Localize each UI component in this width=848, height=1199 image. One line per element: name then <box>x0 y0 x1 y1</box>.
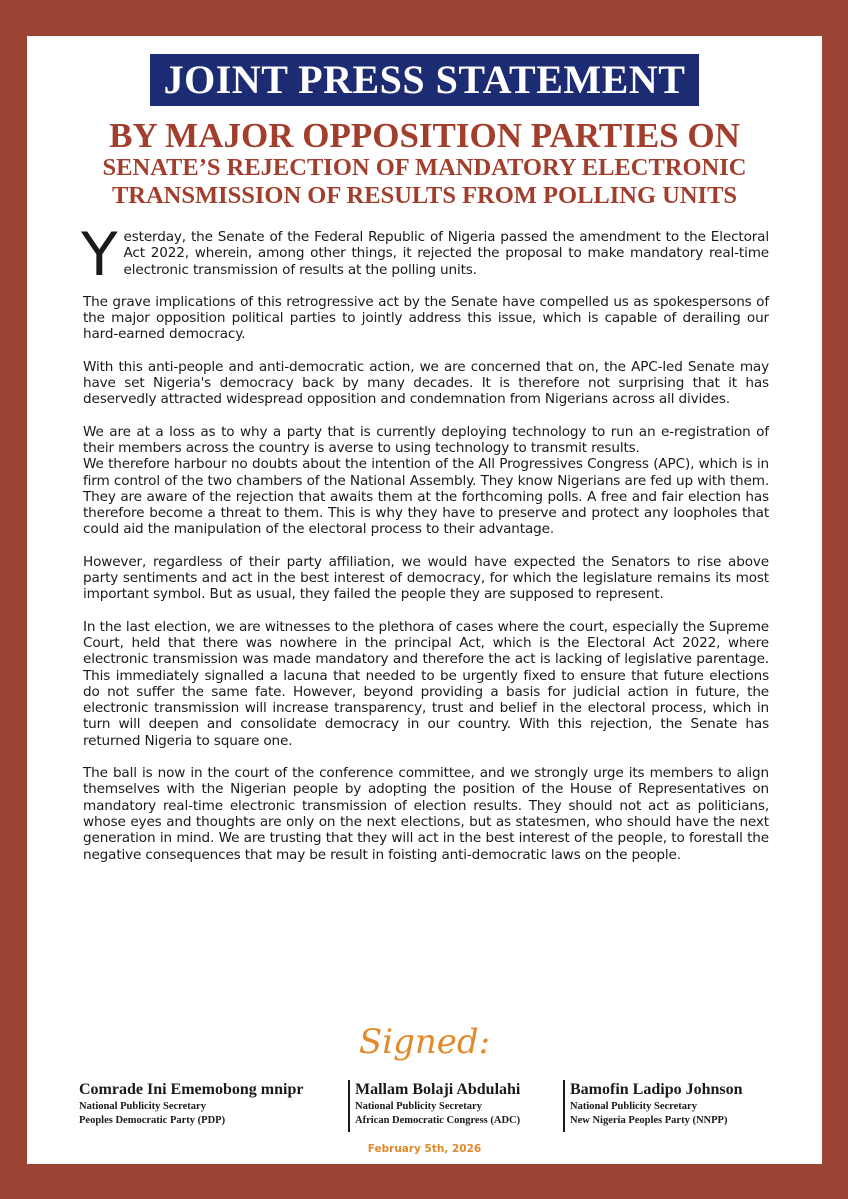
paragraph-3: With this anti-people and anti-democratic action, we are concerned that on, the APC-led Senate may have set Nigeria's democracy back by many decades. It is therefore not surprising that it has deservedly attracted widespread opposition and condemnation from Nigerians across all divides. <box>83 358 769 408</box>
signed-label: Signed: <box>358 1022 491 1062</box>
signatory-pdp <box>79 1080 303 1128</box>
headline-line3: TRANSMISSION OF RESULTS FROM POLLING UNITS <box>111 182 738 209</box>
paragraph-2: The grave implications of this retrogressive act by the Senate have compelled us as spokespersons of the major opposition political parties to jointly address this issue, which is capable of derailing our hard-earned democracy. <box>83 293 769 343</box>
headline-line1: BY MAJOR OPPOSITION PARTIES ON <box>109 116 740 155</box>
paragraph-1 <box>81 220 769 290</box>
press-statement-page <box>27 36 822 1164</box>
signatory-name: Mallam Bolaji Abdulahi <box>355 1081 521 1098</box>
banner-title: JOINT PRESS STATEMENT <box>150 54 700 106</box>
statement-date: February 5th, 2026 <box>367 1143 482 1155</box>
statement-body <box>81 220 769 879</box>
signatory-party: African Democratic Congress (ADC) <box>355 1115 521 1126</box>
paragraph-4b-text: We therefore harbour no doubts about the intention of the All Progressives Congress (APC), which is in firm control of the two chambers of the National Assembly. They know Nigerians are fed up with them. They are aware of the rejection that awaits them at the forthcoming polls. A free and fair election has therefore become a threat to them. This is why they have to preserve and protect any loopholes that could aid the manipulation of the electoral process to their advantage. <box>83 456 769 538</box>
signatory-role: National Publicity Secretary <box>79 1101 206 1112</box>
paragraph-4a-text: We are at a loss as to why a party that is currently deploying technology to run an e-registration of their members across the country is averse to using technology to transmit results. <box>83 423 769 456</box>
paragraph-6: In the last election, we are witnesses to the plethora of cases where the court, especially the Supreme Court, held that there was nowhere in the principal Act, which is the Electoral Act 2022, where electronic transmission was made mandatory and therefore the act is lacking of legislative parentage. This immediately signalled a lacuna that needed to be urgently fixed to ensure that future elections do not suffer the same fate. However, beyond providing a basis for judicial action in future, the electronic transmission will increase transparency, trust and belief in the electoral process, which in turn will deepen and consolidate democracy in our country. With this rejection, the Senate has returned Nigeria to square one. <box>83 618 769 749</box>
drop-cap: Y <box>81 220 118 290</box>
signatory-party: Peoples Democratic Party (PDP) <box>79 1115 226 1126</box>
headline-subtitle <box>27 154 822 210</box>
banner-wrap <box>27 54 822 106</box>
headline-line2: SENATE’S REJECTION OF MANDATORY ELECTRONIC <box>102 154 747 181</box>
paragraph-4 <box>83 424 769 538</box>
paragraph-5: However, regardless of their party affiliation, we would have expected the Senators to rise above party sentiments and act in the best interest of democracy, for which the legislature remains its most important symbol. But as usual, they failed the people they are supposed to represent. <box>83 553 769 603</box>
paragraph-1-text: esterday, the Senate of the Federal Republic of Nigeria passed the amendment to the Electoral Act 2022, wherein, among other things, it rejected the proposal to make mandatory real-time electronic transmission of results at the polling units. <box>123 229 769 278</box>
signatory-adc <box>348 1080 520 1132</box>
signatory-role: National Publicity Secretary <box>355 1101 482 1112</box>
signatory-role: National Publicity Secretary <box>570 1101 697 1112</box>
signatory-name: Bamofin Ladipo Johnson <box>570 1081 743 1098</box>
paragraph-7: The ball is now in the court of the conference committee, and we strongly urge its members to align themselves with the Nigerian people by adopting the position of the House of Representatives on mandatory real-time electronic transmission of election results. They should not act as politicians, whose eyes and thoughts are only on the next elections, but as statesmen, who should have the next generation in mind. We are trusting that they will act in the best interest of the people, to forestall the negative consequences that may be result in foisting anti-democratic laws on the people. <box>83 765 769 863</box>
signatory-nnpp <box>563 1080 743 1132</box>
signatory-name: Comrade Ini Ememobong mnipr <box>79 1081 304 1098</box>
signatory-party: New Nigeria Peoples Party (NNPP) <box>570 1115 728 1126</box>
